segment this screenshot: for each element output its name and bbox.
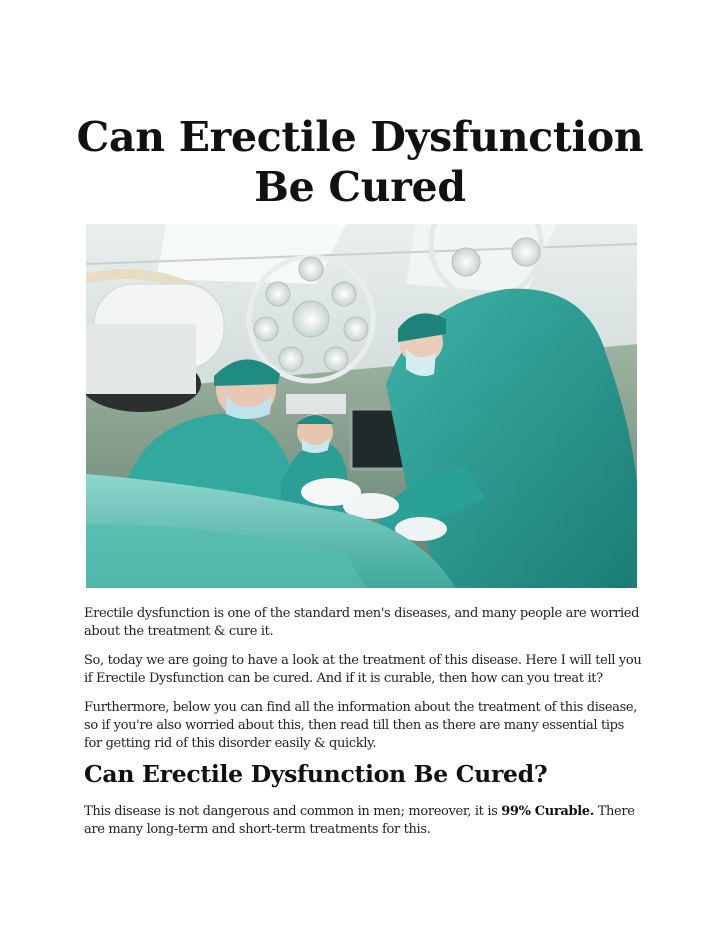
page-title (40, 112, 680, 212)
surgery-scene-illustration (86, 224, 637, 588)
paragraph-4-tail: There are many long-term and short-term treatments for this. (84, 804, 635, 837)
paragraph-3: Furthermore, below you can find all the information about the treatment of this disease, so if you're also worried about this, then read till then as there are many essential tips for getting rid of this disorder easily & quickly. (84, 700, 638, 751)
section-heading: Can Erectile Dysfunction Be Cured? (84, 760, 548, 788)
paragraph-2: So, today we are going to have a look at the treatment of this disease. Here I will tell you if Erectile Dysfunction can be cured. And if it is curable, then how can you treat it? (84, 653, 642, 686)
surgery-photo (86, 224, 637, 588)
paragraph-1: Erectile dysfunction is one of the standard men's diseases, and many people are worried about the treatment & cure it. (84, 606, 640, 639)
paragraph-4-lead: This disease is not dangerous and common in men; moreover, it is (84, 804, 502, 819)
paragraph-4 (84, 803, 644, 839)
title-line-1: Can Erectile Dysfunction (76, 113, 644, 161)
curable-highlight: 99% Curable. (501, 804, 594, 819)
title-line-2: Be Cured (254, 163, 466, 211)
